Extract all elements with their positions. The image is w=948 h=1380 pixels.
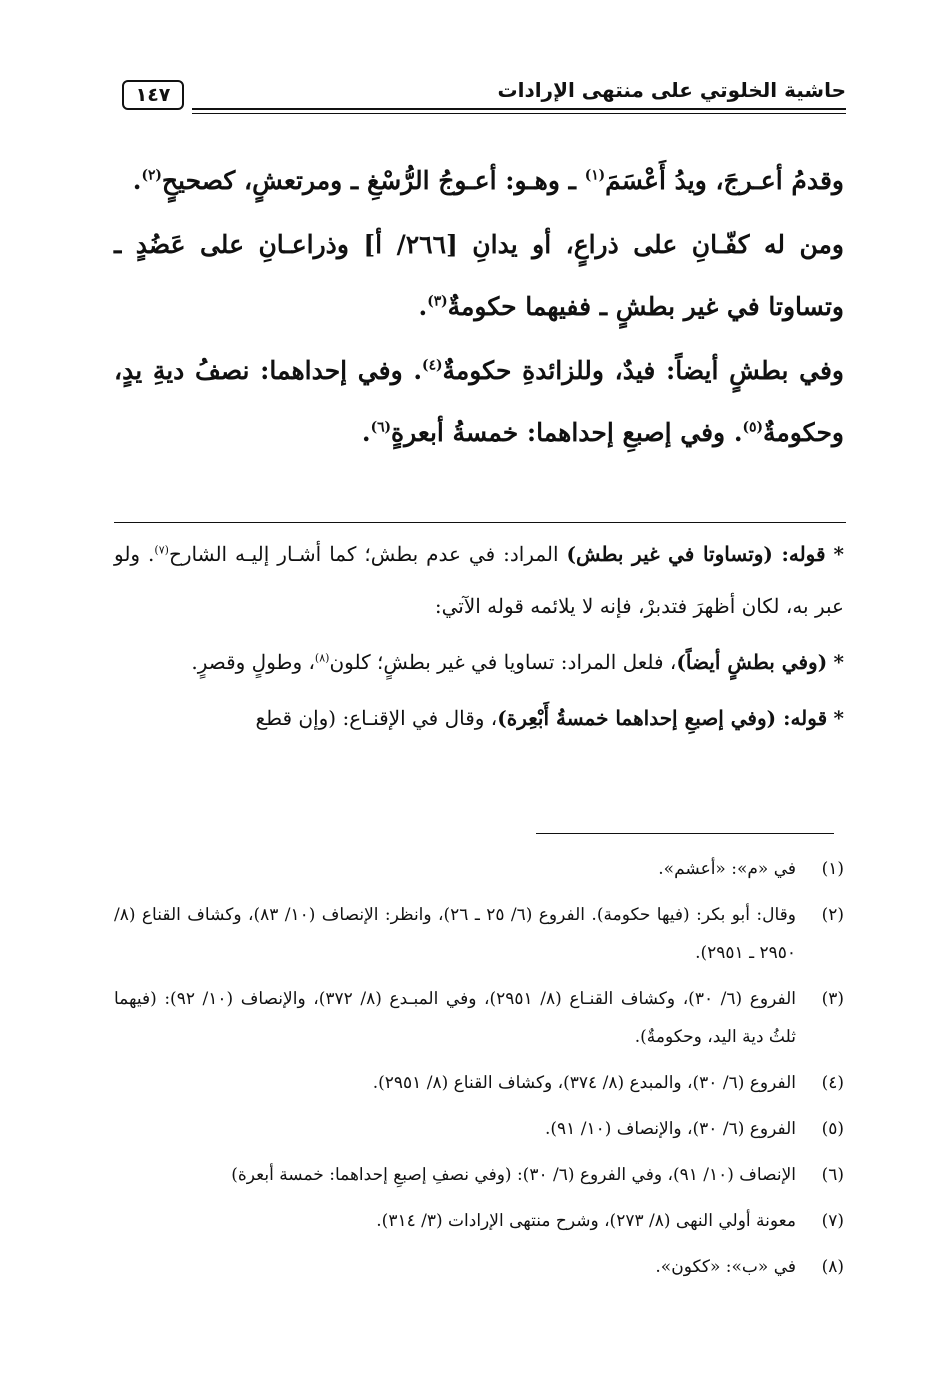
commentary-text: ، وطولٍ وقصرٍ. [191,650,315,674]
commentary-paragraph-3 [114,692,844,744]
main-text-span: . وفي إصبعِ إحداهما: خمسةُ أبعرةٍ [391,418,743,447]
footnote-item [114,1248,844,1286]
commentary-separator [114,522,846,523]
footnote-item [114,1156,844,1194]
main-paragraph-2 [114,214,844,338]
main-text-span: . [418,292,428,321]
commentary-text: . ولو عبر به، لكان أظهرَ فتدبرْ، فإنه لا يلائمه قوله الآتي: [114,542,844,618]
footnote-ref: (١) [584,167,606,184]
commentary-text: ، وقال في الإقنـاع: (وإن قطع [255,706,498,730]
footnote-number: (١) [821,859,844,879]
footnote-ref: (٦) [370,419,391,436]
footnote-ref: (٧) [154,543,169,557]
commentary [114,528,844,744]
footnote-ref: (٢) [141,167,162,184]
footnote-number: (٥) [821,1119,844,1139]
footnote-item [114,1110,844,1148]
commentary-paragraph-2 [114,636,844,688]
commentary-lead: (وفي بطشٍ أيضاً) [676,650,828,674]
footnote-ref: (٤) [422,357,443,374]
main-text-span: . [132,166,142,195]
page-number: ١٤٧ [122,80,184,110]
footnote-ref: (٨) [314,651,330,665]
footnote-text: معونة أولي النهى (٨/ ٢٧٣)، وشرح منتهى الإرادات (٣/ ٣١٤). [376,1211,796,1231]
commentary-text: المراد: في عدم بطش؛ كما أشـار إليـه الشارح [168,542,567,566]
commentary-lead: قوله: (وتساوتا في غير بطش) [566,542,826,566]
main-text-span: وقدمُ أعـرجَ، ويدُ أَعْسَمَ [605,166,844,195]
main-paragraph-1 [114,150,844,212]
footnotes [114,850,844,1294]
footnote-number: (٣) [821,989,844,1009]
main-text-span: . وفي إحداهما: نصفُ ديةِ يدٍ، وحكومةٌ [114,356,844,447]
header-rule [192,108,846,110]
footnote-text: الفروع (٦/ ٣٠)، والمبدع (٨/ ٣٧٤)، وكشاف القناع (٨/ ٢٩٥١). [372,1073,796,1093]
commentary-lead: قوله: (وفي إصبعِ إحداهما خمسةُ أَبْعِرة) [497,706,828,730]
footnote-item [114,1202,844,1240]
footnote-ref: (٣) [427,293,448,310]
footnote-item [114,850,844,888]
commentary-text: ، فلعل المراد: تساويا في غير بطشٍ؛ كلون [329,650,677,674]
footnote-item [114,1064,844,1102]
asterisk-icon: * [833,650,844,674]
footnote-text: الفروع (٦/ ٣٠)، وكشاف القنـاع (٨/ ٢٩٥١)، وفي المبـدع (٨/ ٣٧٢)، والإنصاف (١٠/ ٩٢): (فيهما ثلثُ دية اليد، وحكومةٌ). [114,989,796,1047]
footnote-text: في «م»: «أعشم». [658,859,796,879]
header-rule-thin [192,113,846,114]
running-title: حاشية الخلوتي على منتهى الإرادات [497,78,846,102]
footnote-text: الإنصاف (١٠/ ٩١)، وفي الفروع (٦/ ٣٠): (وفي نصفِ إصبعِ إحداهما: خمسة أبعرة) [231,1165,796,1185]
footnote-rule [536,833,834,834]
footnote-number: (٤) [821,1073,844,1093]
footnote-text: وقال: أبو بكر: (فيها حكومة). الفروع (٦/ ٢٥ ـ ٢٦)، وانظر: الإنصاف (١٠/ ٨٣)، وكشاف القناع (٨/ ٢٩٥٠ ـ ٢٩٥١). [114,905,796,963]
footnote-number: (٨) [821,1257,844,1277]
main-paragraph-3 [114,340,844,464]
main-text-span: وفي بطشٍ أيضاً: فيدٌ، وللزائدةِ حكومةٌ [442,356,844,385]
footnote-text: الفروع (٦/ ٣٠)، والإنصاف (١٠/ ٩١). [544,1119,796,1139]
footnote-number: (٢) [821,905,844,925]
main-text-span: . [361,418,371,447]
footnote-number: (٦) [821,1165,844,1185]
page-header [122,78,846,118]
main-text [114,150,844,464]
main-text-span: ومن له كفّـانِ على ذراعٍ، أو يدانِ [٢٦٦/ أ] وذراعـانِ على عَضُدٍ ـ وتساوتا في غير بطشٍ ـ ففيهما حكومةٌ [114,230,844,321]
commentary-paragraph-1 [114,528,844,632]
footnote-number: (٧) [821,1211,844,1231]
footnote-item [114,980,844,1056]
footnote-ref: (٥) [742,419,763,436]
main-text-span: ـ وهـو: أعـوجُ الرُّسْغِ ـ ومرتعشٍ، كصحيحٍ [161,166,585,195]
asterisk-icon: * [833,542,844,566]
asterisk-icon: * [833,706,844,730]
footnote-text: في «ب»: «ككون». [655,1257,796,1277]
footnote-item [114,896,844,972]
